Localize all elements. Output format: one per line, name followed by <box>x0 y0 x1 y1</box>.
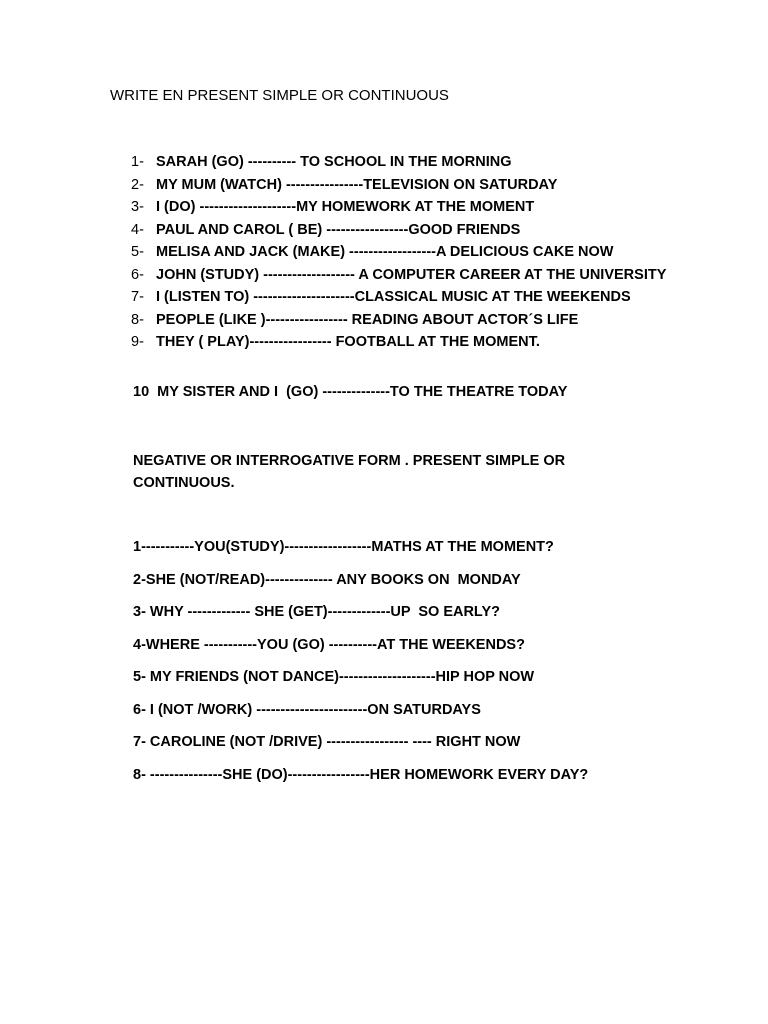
exercise-1-item <box>131 174 671 197</box>
item-number: 8- <box>131 311 144 328</box>
exercise-1-item-10: 10 MY SISTER AND I (GO) --------------TO THE THEATRE TODAY <box>133 384 568 400</box>
exercise-2-item: 2-SHE (NOT/READ)-------------- ANY BOOKS ON MONDAY <box>133 571 521 588</box>
exercise-1-item <box>131 331 671 354</box>
item-number: 6- <box>131 266 144 283</box>
item-number: 1- <box>131 154 144 170</box>
exercise-1-item <box>131 286 671 309</box>
item-number: 5- <box>131 244 144 260</box>
item-text: I (DO) --------------------MY HOMEWORK AT THE MOMENT <box>156 199 535 215</box>
item-number: 3- <box>131 199 144 215</box>
page-title: WRITE EN PRESENT SIMPLE OR CONTINUOUS <box>110 87 449 104</box>
exercise-1-item <box>131 309 671 332</box>
exercise-2-item: 8- ---------------SHE (DO)-----------------HER HOMEWORK EVERY DAY? <box>133 766 589 783</box>
exercise-1-item <box>131 151 671 174</box>
exercise-2-list <box>133 536 693 796</box>
item-text: MY MUM (WATCH) ----------------TELEVISION ON SATURDAY <box>156 176 558 193</box>
item-text: JOHN (STUDY) ------------------- A COMPUTER CAREER AT THE UNIVERSITY <box>156 266 667 283</box>
exercise-2-item: 4-WHERE -----------YOU (GO) ----------AT THE WEEKENDS? <box>133 636 525 653</box>
exercise-1-item <box>131 219 671 242</box>
item-text: I (LISTEN TO) ---------------------CLASSICAL MUSIC AT THE WEEKENDS <box>156 289 631 305</box>
item-text: PAUL AND CAROL ( BE) -----------------GOOD FRIENDS <box>156 221 521 238</box>
item-number: 7- <box>131 289 144 305</box>
exercise-2-heading: NEGATIVE OR INTERROGATIVE FORM . PRESENT SIMPLE OR CONTINUOUS. <box>133 453 566 491</box>
item-number: 4- <box>131 221 144 238</box>
item-text: THEY ( PLAY)----------------- FOOTBALL AT THE MOMENT. <box>156 334 540 350</box>
exercise-1-item <box>131 241 671 264</box>
exercise-2-item: 3- WHY ------------- SHE (GET)-------------UP SO EARLY? <box>133 604 500 620</box>
exercise-1-item <box>131 196 671 219</box>
item-number: 9- <box>131 334 144 350</box>
item-text: SARAH (GO) ---------- TO SCHOOL IN THE MORNING <box>156 154 512 170</box>
item-number: 2- <box>131 176 144 193</box>
exercise-2-item: 6- I (NOT /WORK) -----------------------ON SATURDAYS <box>133 701 481 718</box>
exercise-2-item: 7- CAROLINE (NOT /DRIVE) ----------------- ---- RIGHT NOW <box>133 734 521 750</box>
exercise-2-item: 5- MY FRIENDS (NOT DANCE)--------------------HIP HOP NOW <box>133 669 535 685</box>
exercise-2-item: 1-----------YOU(STUDY)------------------MATHS AT THE MOMENT? <box>133 539 554 555</box>
item-text: MELISA AND JACK (MAKE) ------------------A DELICIOUS CAKE NOW <box>156 244 614 260</box>
exercise-1-list <box>131 151 671 354</box>
item-text: PEOPLE (LIKE )----------------- READING ABOUT ACTOR´S LIFE <box>156 311 579 328</box>
exercise-1-item <box>131 264 671 287</box>
